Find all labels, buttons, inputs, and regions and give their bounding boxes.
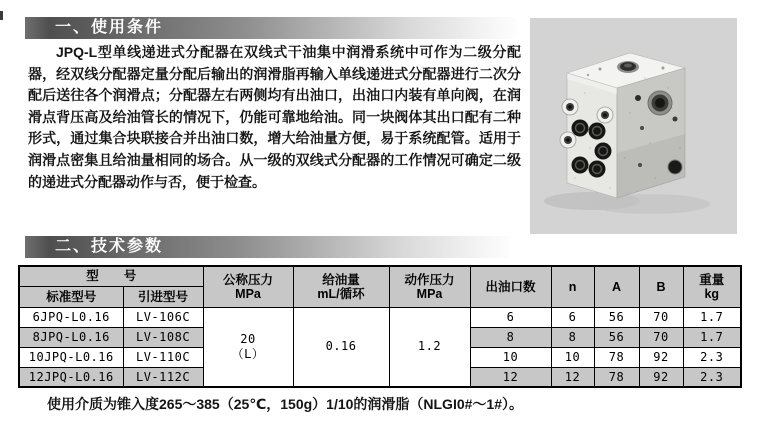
col-header-model-group: 型 号 bbox=[19, 266, 203, 286]
section-header-technical-parameters bbox=[25, 236, 510, 258]
cell-imported-model: LV-108C bbox=[123, 327, 203, 347]
cell-weight: 1.7 bbox=[683, 327, 741, 347]
cell-outlets: 8 bbox=[470, 327, 551, 347]
cell-outlets: 10 bbox=[470, 347, 551, 367]
cell-b: 70 bbox=[639, 327, 683, 347]
cell-oil-per-cycle: 0.16 bbox=[293, 307, 389, 387]
cell-standard-model: 12JPQ-L0.16 bbox=[19, 367, 123, 387]
col-header-a: A bbox=[594, 266, 639, 307]
cell-action-pressure: 1.2 bbox=[389, 307, 470, 387]
cell-standard-model: 6JPQ-L0.16 bbox=[19, 307, 123, 327]
lubricant-medium-note: 使用介质为锥入度265～385（25℃，150g）1/10的润滑脂（NLGI0#～1#）。 bbox=[47, 396, 523, 412]
cell-n: 10 bbox=[551, 347, 594, 367]
cell-standard-model: 10JPQ-L0.16 bbox=[19, 347, 123, 367]
cell-standard-model: 8JPQ-L0.16 bbox=[19, 327, 123, 347]
cell-weight: 1.7 bbox=[683, 307, 741, 327]
cell-a: 78 bbox=[594, 367, 639, 387]
col-header-standard-model: 标准型号 bbox=[19, 286, 123, 307]
cell-n: 8 bbox=[551, 327, 594, 347]
cell-a: 56 bbox=[594, 307, 639, 327]
cell-n: 6 bbox=[551, 307, 594, 327]
cell-outlets: 6 bbox=[470, 307, 551, 327]
col-header-action-pressure: 动作压力 MPa bbox=[389, 266, 470, 307]
cell-n: 12 bbox=[551, 367, 594, 387]
cell-imported-model: LV-112C bbox=[123, 367, 203, 387]
table-row bbox=[19, 307, 741, 327]
col-header-oil-per-cycle: 给油量 mL/循环 bbox=[293, 266, 389, 307]
cell-imported-model: LV-110C bbox=[123, 347, 203, 367]
cell-imported-model: LV-106C bbox=[123, 307, 203, 327]
col-header-outlet-count: 出油口数 bbox=[470, 266, 551, 307]
col-header-nominal-pressure: 公称压力 MPa bbox=[203, 266, 293, 307]
cell-nominal-pressure: 20 （L） bbox=[203, 307, 293, 387]
cell-b: 70 bbox=[639, 307, 683, 327]
section-header-usage-conditions bbox=[25, 17, 517, 39]
distributor-block-illustration bbox=[530, 18, 737, 234]
product-photo bbox=[530, 18, 737, 234]
col-header-n: n bbox=[551, 266, 594, 307]
cell-a: 78 bbox=[594, 347, 639, 367]
section-title-technical-parameters: 二、技术参数 bbox=[55, 238, 164, 255]
cell-outlets: 12 bbox=[470, 367, 551, 387]
section-title-usage-conditions: 一、使用条件 bbox=[55, 19, 164, 36]
cell-a: 56 bbox=[594, 327, 639, 347]
spec-table bbox=[18, 265, 742, 388]
col-header-imported-model: 引进型号 bbox=[123, 286, 203, 307]
usage-conditions-paragraph: JPQ-L型单线递进式分配器在双线式干油集中润滑系统中可作为二级分配器，经双线分配器定量分配后输出的润滑脂再输入单线递进式分配器进行二次分配后送往各个润滑点；分配器左右两侧均有出油口，出油口内装有单向阀，在润滑点背压高及给油管长的情况下，仍能可靠地给油。同一块阀体其出口配有二种形式，通过集合块联接合并出油口数，增大给油量方便，易于系统配管。适用于润滑点密集且给油量相同的场合。从一级的双线式分配器的工作情况可确定二级的递进式分配器动作与否，便于检查。 bbox=[28, 44, 521, 190]
cell-weight: 2.3 bbox=[683, 347, 741, 367]
cell-b: 92 bbox=[639, 367, 683, 387]
cell-weight: 2.3 bbox=[683, 367, 741, 387]
col-header-b: B bbox=[639, 266, 683, 307]
cell-b: 92 bbox=[639, 347, 683, 367]
scan-artifact bbox=[0, 11, 3, 20]
col-header-weight: 重量 kg bbox=[683, 266, 741, 307]
